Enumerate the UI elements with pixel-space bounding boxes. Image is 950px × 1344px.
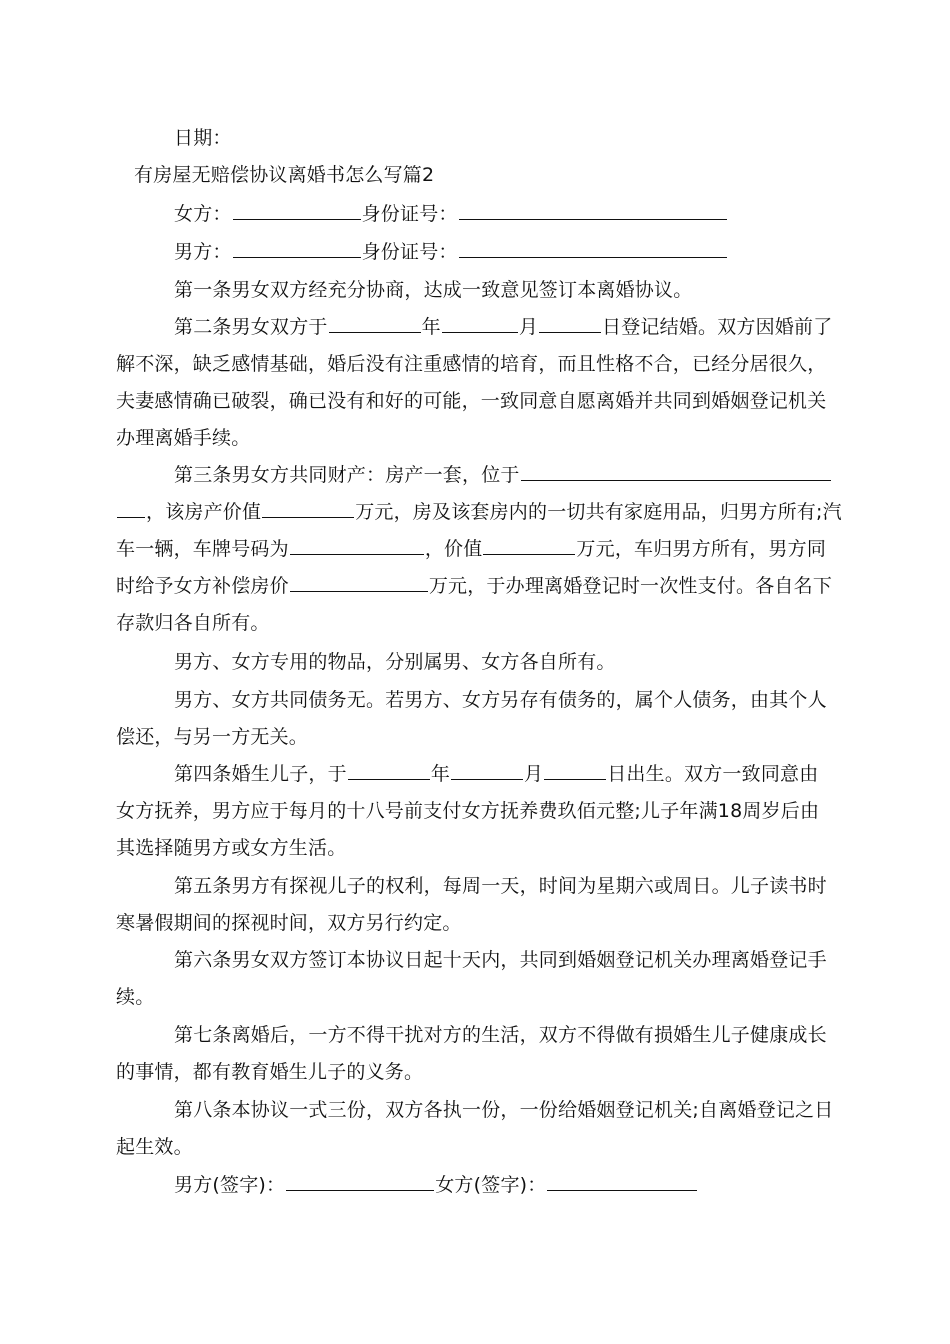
article-3-text-f: 万元，车归男方所有，男方同 — [576, 538, 827, 560]
property-value-blank — [262, 500, 354, 518]
article-5-line-2 — [116, 911, 836, 935]
article-2-text-l3: 夫妻感情确已破裂，确已没有和好的可能，一致同意自愿离婚并共同到婚姻登记机关 — [116, 390, 827, 412]
article-6-line-1 — [174, 948, 836, 972]
debt-text-1: 男方、女方共同债务无。若男方、女方另存有债务的，属个人债务，由其个人 — [174, 689, 827, 711]
female-signature-label: 女方(签字)： — [435, 1174, 547, 1196]
female-signature-blank — [547, 1173, 697, 1191]
property-location-blank-cont — [117, 500, 145, 518]
article-1 — [174, 278, 836, 302]
article-5-line-1 — [174, 874, 836, 898]
year-label: 年 — [430, 763, 451, 785]
debt-line-1 — [174, 688, 836, 712]
article-3-line-1 — [174, 463, 836, 487]
article-5-text-l2: 寒暑假期间的探视时间，双方另行约定。 — [116, 912, 462, 934]
male-party-line — [174, 240, 836, 264]
article-2-line-1 — [174, 315, 836, 339]
female-label: 女方： — [174, 203, 232, 225]
month-label: 月 — [524, 763, 544, 785]
article-6-text-l2: 续。 — [116, 986, 155, 1008]
article-4-line-1 — [174, 762, 836, 786]
article-2-text-b: 日登记结婚。双方因婚前了 — [602, 316, 833, 338]
article-7-text-l2: 的事情，都有教育婚生儿子的义务。 — [116, 1061, 424, 1083]
article-2-text-l4: 办理离婚手续。 — [116, 427, 251, 449]
article-2-line-4 — [116, 426, 836, 450]
article-3-text-d: 车一辆，车牌号码为 — [116, 538, 289, 560]
article-3-text-e: ，价值 — [424, 538, 483, 560]
article-7-line-1 — [174, 1023, 836, 1047]
article-6-text-l1: 第六条男女双方签订本协议日起十天内，共同到婚姻登记机关办理离婚登记手 — [174, 949, 827, 971]
article-7-text-l1: 第七条离婚后，一方不得干扰对方的生活，双方不得做有损婚生儿子健康成长 — [174, 1024, 827, 1046]
article-4-line-2 — [116, 799, 836, 823]
article-4-text-a: 第四条婚生儿子，于 — [174, 763, 347, 785]
male-signature-blank — [286, 1173, 434, 1191]
article-4-text-l3: 其选择随男方或女方生活。 — [116, 837, 347, 859]
article-3-text-a: 第三条男女方共同财产：房产一套，位于 — [174, 464, 520, 486]
male-id-blank — [459, 240, 727, 258]
female-id-label: 身份证号： — [361, 203, 458, 225]
article-2-line-2 — [116, 352, 836, 376]
male-signature-label: 男方(签字)： — [174, 1174, 286, 1196]
year-label: 年 — [421, 316, 441, 338]
birth-month-blank — [451, 762, 523, 780]
article-3-text-g: 时给予女方补偿房价 — [116, 575, 289, 597]
section-title — [134, 163, 854, 187]
article-3-text-i: 存款归各自所有。 — [116, 612, 270, 634]
property-location-blank — [521, 463, 831, 481]
date-label: 日期： — [174, 127, 232, 149]
article-3-text-c: 万元，房及该套房内的一切共有家庭用品，归男方所有;汽 — [355, 501, 842, 523]
article-4-text-l2: 女方抚养，男方应于每月的十八号前支付女方抚养费玖佰元整;儿子年满18周岁后由 — [116, 800, 820, 822]
compensation-blank — [290, 574, 428, 592]
article-5-text-l1: 第五条男方有探视儿子的权利，每周一天，时间为星期六或周日。儿子读书时 — [174, 875, 827, 897]
title-text: 有房屋无赔偿协议离婚书怎么写篇2 — [134, 164, 435, 186]
female-name-blank — [233, 202, 361, 220]
birth-year-blank — [348, 762, 430, 780]
female-party-line — [174, 202, 836, 226]
article-2-line-3 — [116, 389, 836, 413]
article-3-line-3 — [116, 537, 836, 561]
male-label: 男方： — [174, 241, 232, 263]
article-3-text-h: 万元，于办理离婚登记时一次性支付。各自名下 — [428, 575, 833, 597]
marriage-day-blank — [539, 315, 601, 333]
male-id-label: 身份证号： — [361, 241, 458, 263]
article-3-line-5 — [116, 611, 836, 635]
article-8-line-1 — [174, 1098, 836, 1122]
date-line — [174, 126, 836, 150]
birth-day-blank — [544, 762, 606, 780]
article-8-line-2 — [116, 1135, 836, 1159]
article-4-text-b: 日出生。双方一致同意由 — [607, 763, 819, 785]
plate-number-blank — [290, 537, 424, 555]
article-6-line-2 — [116, 985, 836, 1009]
car-value-blank — [483, 537, 575, 555]
article-2-text-l2: 解不深，缺乏感情基础，婚后没有注重感情的培育，而且性格不合，已经分居很久， — [116, 353, 827, 375]
article-2-text-a: 第二条男女双方于 — [174, 316, 328, 338]
debt-line-2 — [116, 725, 836, 749]
article-4-line-3 — [116, 836, 836, 860]
month-label: 月 — [518, 316, 539, 338]
marriage-month-blank — [442, 315, 518, 333]
signature-line — [174, 1173, 836, 1197]
article-8-text-l1: 第八条本协议一式三份，双方各执一份，一份给婚姻登记机关;自离婚登记之日 — [174, 1099, 834, 1121]
article-3-line-4 — [116, 574, 836, 598]
female-id-blank — [459, 202, 727, 220]
marriage-year-blank — [329, 315, 421, 333]
article-3-line-2 — [116, 500, 842, 524]
article-1-text: 第一条男女双方经充分协商，达成一致意见签订本离婚协议。 — [174, 279, 693, 301]
personal-items-paragraph — [174, 650, 836, 674]
personal-items-text: 男方、女方专用的物品，分别属男、女方各自所有。 — [174, 651, 616, 673]
article-8-text-l2: 起生效。 — [116, 1136, 193, 1158]
male-name-blank — [233, 240, 361, 258]
debt-text-2: 偿还，与另一方无关。 — [116, 726, 309, 748]
article-3-text-b: ，该房产价值 — [146, 501, 262, 523]
article-7-line-2 — [116, 1060, 836, 1084]
